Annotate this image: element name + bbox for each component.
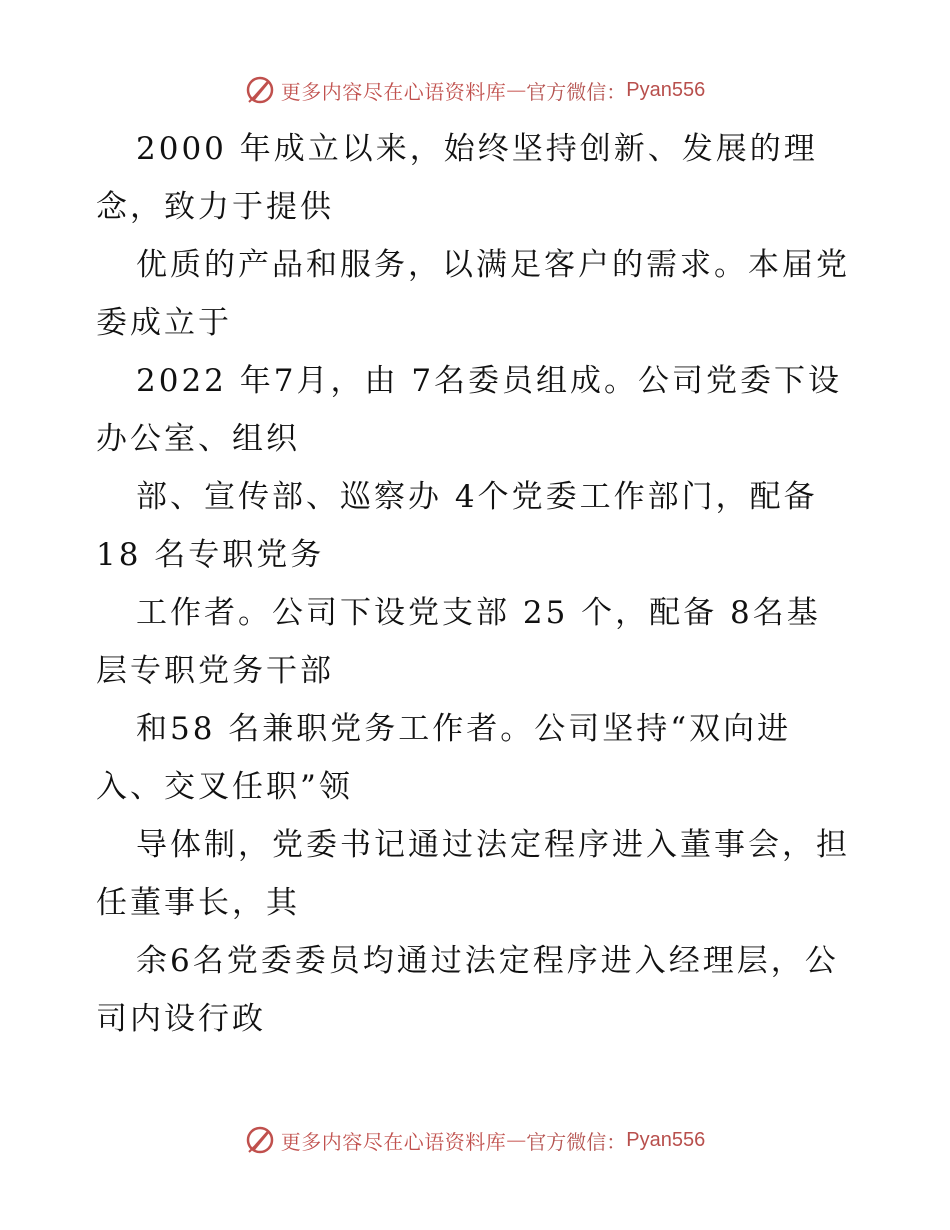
banner-wechat-label: 官方微信： [526, 1129, 627, 1154]
text-line: 余6名党委委员均通过法定程序进入经理层，公 [136, 943, 839, 979]
banner-text: 更多内容尽在心语资料库 [280, 79, 507, 104]
text-line: 导体制，党委书记通过法定程序进入董事会，担 [136, 827, 850, 863]
text-line: 任董事长，其 [96, 885, 300, 921]
feather-pen-logo-icon [245, 1125, 275, 1155]
banner-wechat-id: Pyan556 [626, 78, 706, 101]
header-banner [0, 70, 950, 110]
footer-banner [0, 1120, 950, 1160]
banner-text: 更多内容尽在心语资料库 [280, 1129, 507, 1154]
text-line: 2000 年成立以来，始终坚持创新、发展的理 [136, 131, 818, 167]
text-line: 念，致力于提供 [96, 189, 334, 225]
text-line: 委成立于 [96, 305, 232, 341]
text-line: 和58 名兼职党务工作者。公司坚持“双向进 [136, 711, 792, 747]
text-line: 18 名专职党务 [96, 537, 325, 573]
banner-wechat-id: Pyan556 [626, 1128, 706, 1151]
text-line: 部、宣传部、巡察办 4个党委工作部门，配备 [136, 479, 818, 515]
text-line: 工作者。公司下设党支部 25 个，配备 8名基 [136, 595, 821, 631]
text-line: 优质的产品和服务，以满足客户的需求。本届党 [136, 247, 850, 283]
text-line: 司内设行政 [96, 1001, 266, 1037]
text-line: 层专职党务干部 [96, 653, 334, 689]
text-line: 办公室、组织 [96, 421, 300, 457]
banner-separator: — [506, 78, 527, 102]
text-line: 2022 年7月，由 7名委员组成。公司党委下设 [136, 363, 843, 399]
feather-pen-logo-icon [245, 75, 275, 105]
text-line: 入、交叉任职”领 [96, 769, 353, 805]
banner-separator: — [506, 1128, 527, 1152]
banner-wechat-label: 官方微信： [526, 79, 627, 104]
document-body [96, 120, 886, 1048]
